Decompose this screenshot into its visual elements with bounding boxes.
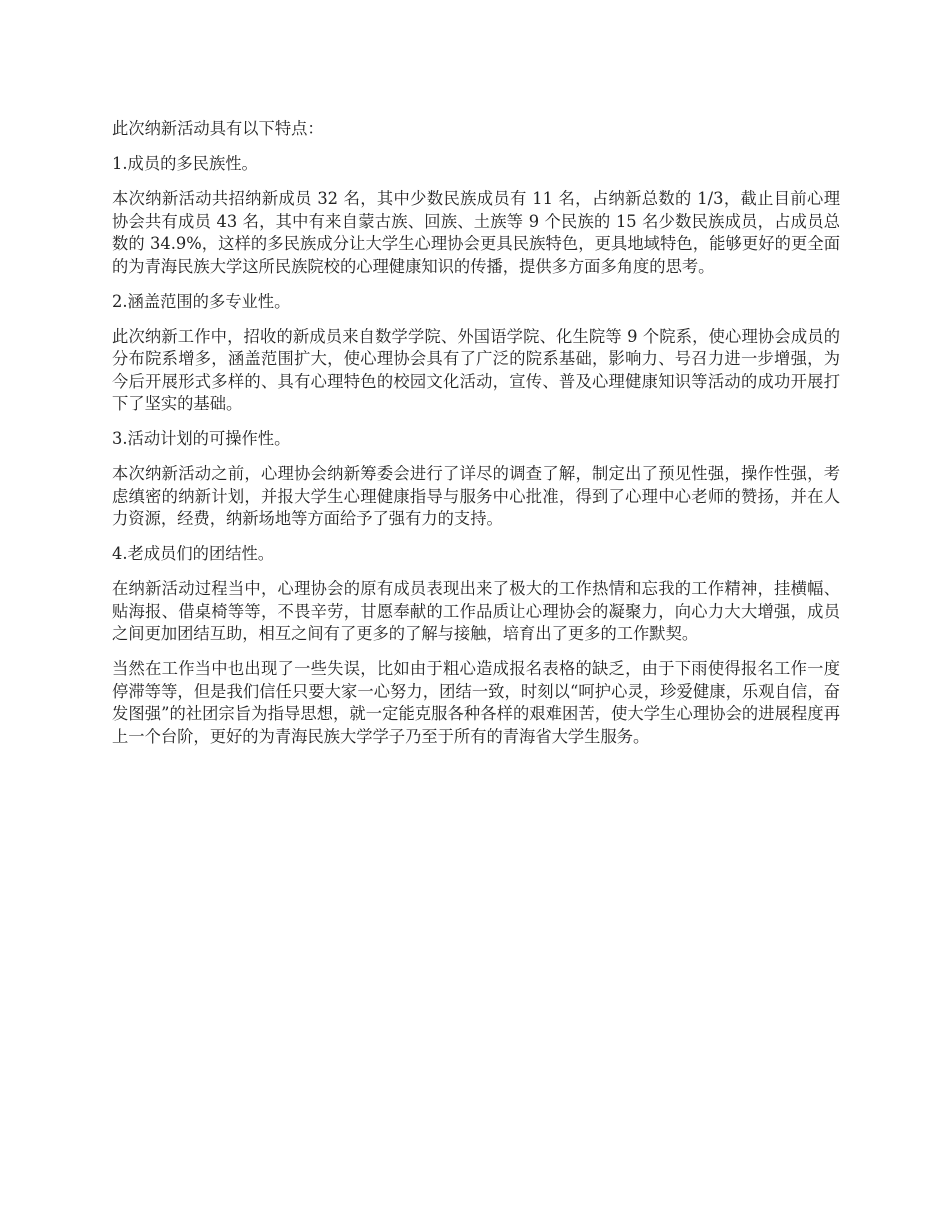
section-3-heading: 3.活动计划的可操作性。: [112, 429, 291, 448]
section-1-body: 本次纳新活动共招纳新成员 32 名，其中少数民族成员有 11 名，占纳新总数的 1/3，截止目前心理协会共有成员 43 名，其中有来自蒙古族、回族、土族等 9 个民族的 15 名少数民族成员，占成员总数的 34.9%，这样的多民族成分让大学生心理协会更具民族特色，更具地域特色，能够更好的更全面的为青海民族大学这所民族院校的心理健康知识的传播，提供多方面多角度的思考。: [112, 189, 840, 276]
document-page: [112, 118, 840, 761]
section-4-body: 在纳新活动过程当中，心理协会的原有成员表现出来了极大的工作热情和忘我的工作精神，挂横幅、贴海报、借桌椅等等，不畏辛劳，甘愿奉献的工作品质让心理协会的凝聚力，向心力大大增强，成员之间更加团结互助，相互之间有了更多的了解与接触，培育出了更多的工作默契。: [112, 579, 840, 643]
intro-paragraph: 此次纳新活动具有以下特点：: [112, 119, 324, 138]
section-3-body: 本次纳新活动之前，心理协会纳新筹委会进行了详尽的调查了解，制定出了预见性强，操作性强，考虑缜密的纳新计划，并报大学生心理健康指导与服务中心批准，得到了心理中心老师的赞扬，并在人力资源，经费，纳新场地等方面给予了强有力的支持。: [112, 464, 840, 528]
closing-paragraph: 当然在工作当中也出现了一些失误，比如由于粗心造成报名表格的缺乏，由于下雨使得报名工作一度停滞等等，但是我们信任只要大家一心努力，团结一致，时刻以“呵护心灵，珍爱健康，乐观自信，奋发图强”的社团宗旨为指导思想，就一定能克服各种各样的艰难困苦，使大学生心理协会的进展程度再上一个台阶，更好的为青海民族大学学子乃至于所有的青海省大学生服务。: [112, 659, 840, 746]
section-2-heading: 2.涵盖范围的多专业性。: [112, 291, 291, 311]
section-2-body: 此次纳新工作中，招收的新成员来自数学学院、外国语学院、化生院等 9 个院系，使心理协会成员的分布院系增多，涵盖范围扩大，使心理协会具有了广泛的院系基础，影响力、号召力进一步增强，为今后开展形式多样的、具有心理特色的校园文化活动，宣传、普及心理健康知识等活动的成功开展打下了坚实的基础。: [112, 326, 840, 413]
section-1-heading: 1.成员的多民族性。: [112, 154, 258, 173]
section-4-heading: 4.老成员们的团结性。: [112, 544, 275, 563]
